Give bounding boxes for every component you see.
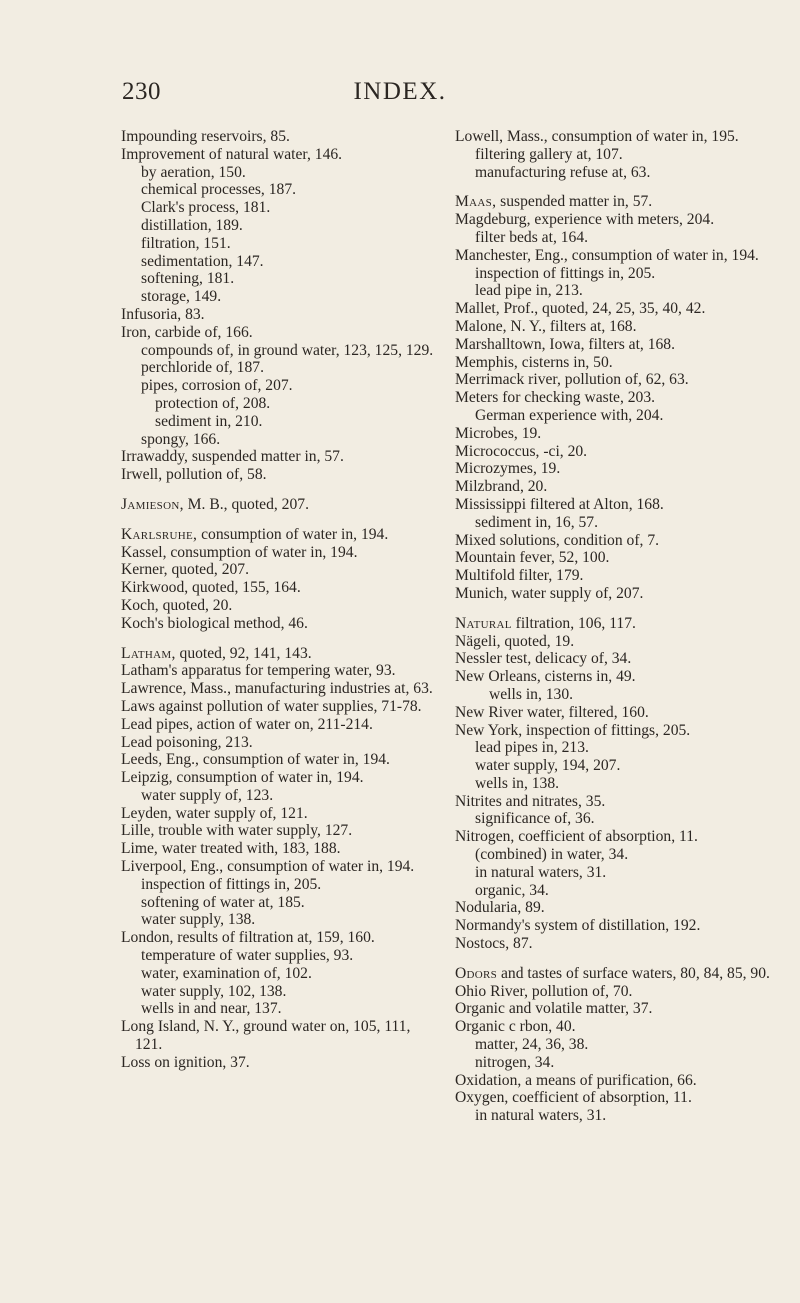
index-entry: Munich, water supply of, 207. (455, 584, 644, 602)
index-subentry: filtration, 151. (141, 234, 231, 252)
index-entry: Nostocs, 87. (455, 935, 533, 953)
index-entry: Kassel, consumption of water in, 194. (121, 543, 358, 561)
page-header (0, 78, 800, 114)
index-subentry: significance of, 36. (475, 810, 595, 828)
index-subentry: German experience with, 204. (475, 406, 664, 424)
index-entry: Nodularia, 89. (455, 899, 545, 917)
index-subentry: water supply, 138. (141, 911, 256, 929)
index-subentry: wells in, 138. (475, 774, 560, 792)
index-entry: New River water, filtered, 160. (455, 703, 649, 721)
index-entry: Organic c rbon, 40. (455, 1018, 576, 1036)
index-subentry: lead pipe in, 213. (475, 282, 583, 300)
index-entry: Infusoria, 83. (121, 305, 205, 323)
index-subentry: sediment in, 16, 57. (475, 513, 599, 531)
index-entry: Oxygen, coefficient of absorption, 11. (455, 1089, 692, 1107)
index-entry: Leipzig, consumption of water in, 194. (121, 769, 364, 787)
index-entry: Manchester, Eng., consumption of water in, 194. (455, 246, 759, 264)
index-subentry: lead pipes in, 213. (475, 739, 589, 757)
index-subentry: temperature of water supplies, 93. (141, 947, 354, 965)
index-entry: Meters for checking waste, 203. (455, 389, 656, 407)
index-entry: Loss on ignition, 37. (121, 1053, 250, 1071)
index-entry: Irwell, pollution of, 58. (121, 466, 267, 484)
index-subentry: pipes, corrosion of, 207. (141, 377, 293, 395)
index-subentry: softening of water at, 185. (141, 893, 305, 911)
index-entry: Mississippi filtered at Alton, 168. (455, 495, 664, 513)
index-subentry: matter, 24, 36, 38. (475, 1036, 589, 1054)
index-entry: Milzbrand, 20. (455, 478, 548, 496)
index-subentry: wells in and near, 137. (141, 1000, 282, 1018)
index-entry: Leeds, Eng., consumption of water in, 194. (121, 751, 390, 769)
index-entry: Ohio River, pollution of, 70. (455, 982, 633, 1000)
index-subentry: by aeration, 150. (141, 163, 246, 181)
index-subentry: in natural waters, 31. (475, 863, 607, 881)
index-entry: Mixed solutions, condition of, 7. (455, 531, 660, 549)
index-entry: Lead poisoning, 213. (121, 733, 253, 751)
index-subentry: sediment in, 210. (155, 412, 263, 430)
index-entry: Natural filtration, 106, 117. (455, 614, 636, 632)
index-entry: Latham's apparatus for tempering water, 93. (121, 662, 396, 680)
index-entry: Marshalltown, Iowa, filters at, 168. (455, 335, 675, 353)
index-entry: New Orleans, cisterns in, 49. (455, 668, 636, 686)
index-entry: Nessler test, delicacy of, 34. (455, 650, 632, 668)
index-entry: Latham, quoted, 92, 141, 143. (121, 644, 312, 662)
index-entry: Micrococcus, -ci, 20. (455, 442, 588, 460)
index-entry: Jamieson, M. B., quoted, 207. (121, 495, 309, 513)
index-entry: Lime, water treated with, 183, 188. (121, 840, 341, 858)
index-entry: Normandy's system of distillation, 192. (455, 917, 701, 935)
index-entry: Microzymes, 19. (455, 460, 561, 478)
index-column-left (121, 128, 439, 1072)
page-title: INDEX. (353, 78, 447, 105)
index-subentry: compounds of, in ground water, 123, 125, 129. (141, 341, 434, 359)
index-subentry: manufacturing refuse at, 63. (475, 163, 651, 181)
index-subentry: (combined) in water, 34. (475, 846, 629, 864)
index-entry: Lead pipes, action of water on, 211-214. (121, 715, 373, 733)
index-subentry: water, examination of, 102. (141, 964, 312, 982)
index-subentry: organic, 34. (475, 881, 549, 899)
index-entry: Laws against pollution of water supplies, 71-78. (121, 697, 422, 715)
index-entry: Merrimack river, pollution of, 62, 63. (455, 371, 689, 389)
index-entry: Irrawaddy, suspended matter in, 57. (121, 448, 344, 466)
index-subentry: storage, 149. (141, 288, 222, 306)
index-entry: Oxidation, a means of purification, 66. (455, 1071, 697, 1089)
index-entry: Kirkwood, quoted, 155, 164. (121, 579, 301, 597)
page-number: 230 (122, 78, 161, 105)
index-entry: New York, inspection of fittings, 205. (455, 721, 691, 739)
index-subentry: filter beds at, 164. (475, 228, 589, 246)
index-subentry: nitrogen, 34. (475, 1053, 555, 1071)
index-subentry: protection of, 208. (155, 394, 271, 412)
index-entry: Maas, suspended matter in, 57. (455, 193, 653, 211)
index-entry: Karlsruhe, consumption of water in, 194. (121, 525, 389, 543)
index-entry: Iron, carbide of, 166. (121, 323, 253, 341)
index-entry: Lowell, Mass., consumption of water in, 195. (455, 128, 739, 145)
index-entry: Microbes, 19. (455, 424, 542, 442)
index-entry: Nägeli, quoted, 19. (455, 632, 575, 650)
index-entry: Lawrence, Mass., manufacturing industries at, 63. (121, 680, 433, 698)
index-column-right (455, 128, 780, 1125)
index-entry: Koch's biological method, 46. (121, 614, 308, 632)
index-subentry: distillation, 189. (141, 216, 243, 234)
index-entry: Liverpool, Eng., consumption of water in, 194. (121, 858, 415, 876)
index-entry: Improvement of natural water, 146. (121, 145, 343, 163)
index-subentry: Clark's process, 181. (141, 199, 271, 217)
index-entry: Multifold filter, 179. (455, 567, 584, 585)
index-entry: Lille, trouble with water supply, 127. (121, 822, 353, 840)
index-subentry: spongy, 166. (141, 430, 221, 448)
index-subentry: water supply, 194, 207. (475, 757, 621, 775)
index-subentry: water supply of, 123. (141, 786, 274, 804)
index-entry: Long Island, N. Y., ground water on, 105, 111, 121. (121, 1018, 411, 1054)
index-entry: Odors and tastes of surface waters, 80, 84, 85, 90. (455, 964, 770, 982)
index-subentry: in natural waters, 31. (475, 1107, 607, 1125)
index-entry: Magdeburg, experience with meters, 204. (455, 211, 715, 229)
index-subentry: perchloride of, 187. (141, 359, 264, 377)
index-entry: Mallet, Prof., quoted, 24, 25, 35, 40, 42. (455, 300, 706, 318)
index-subentry: inspection of fittings in, 205. (475, 264, 656, 282)
index-entry: Organic and volatile matter, 37. (455, 1000, 653, 1018)
index-subentry: chemical processes, 187. (141, 181, 297, 199)
index-entry: Nitrites and nitrates, 35. (455, 792, 606, 810)
index-entry: Nitrogen, coefficient of absorption, 11. (455, 828, 698, 846)
index-entry: Leyden, water supply of, 121. (121, 804, 308, 822)
index-entry: Impounding reservoirs, 85. (121, 128, 290, 145)
index-subentry: wells in, 130. (489, 685, 574, 703)
index-subentry: softening, 181. (141, 270, 235, 288)
index-entry: Malone, N. Y., filters at, 168. (455, 317, 637, 335)
index-entry: London, results of filtration at, 159, 160. (121, 929, 375, 947)
index-entry: Kerner, quoted, 207. (121, 561, 249, 579)
index-entry: Koch, quoted, 20. (121, 596, 233, 614)
index-entry: Memphis, cisterns in, 50. (455, 353, 613, 371)
index-subentry: sedimentation, 147. (141, 252, 264, 270)
index-subentry: filtering gallery at, 107. (475, 145, 623, 163)
index-entry: Mountain fever, 52, 100. (455, 549, 610, 567)
index-subentry: inspection of fittings in, 205. (141, 875, 322, 893)
index-subentry: water supply, 102, 138. (141, 982, 287, 1000)
